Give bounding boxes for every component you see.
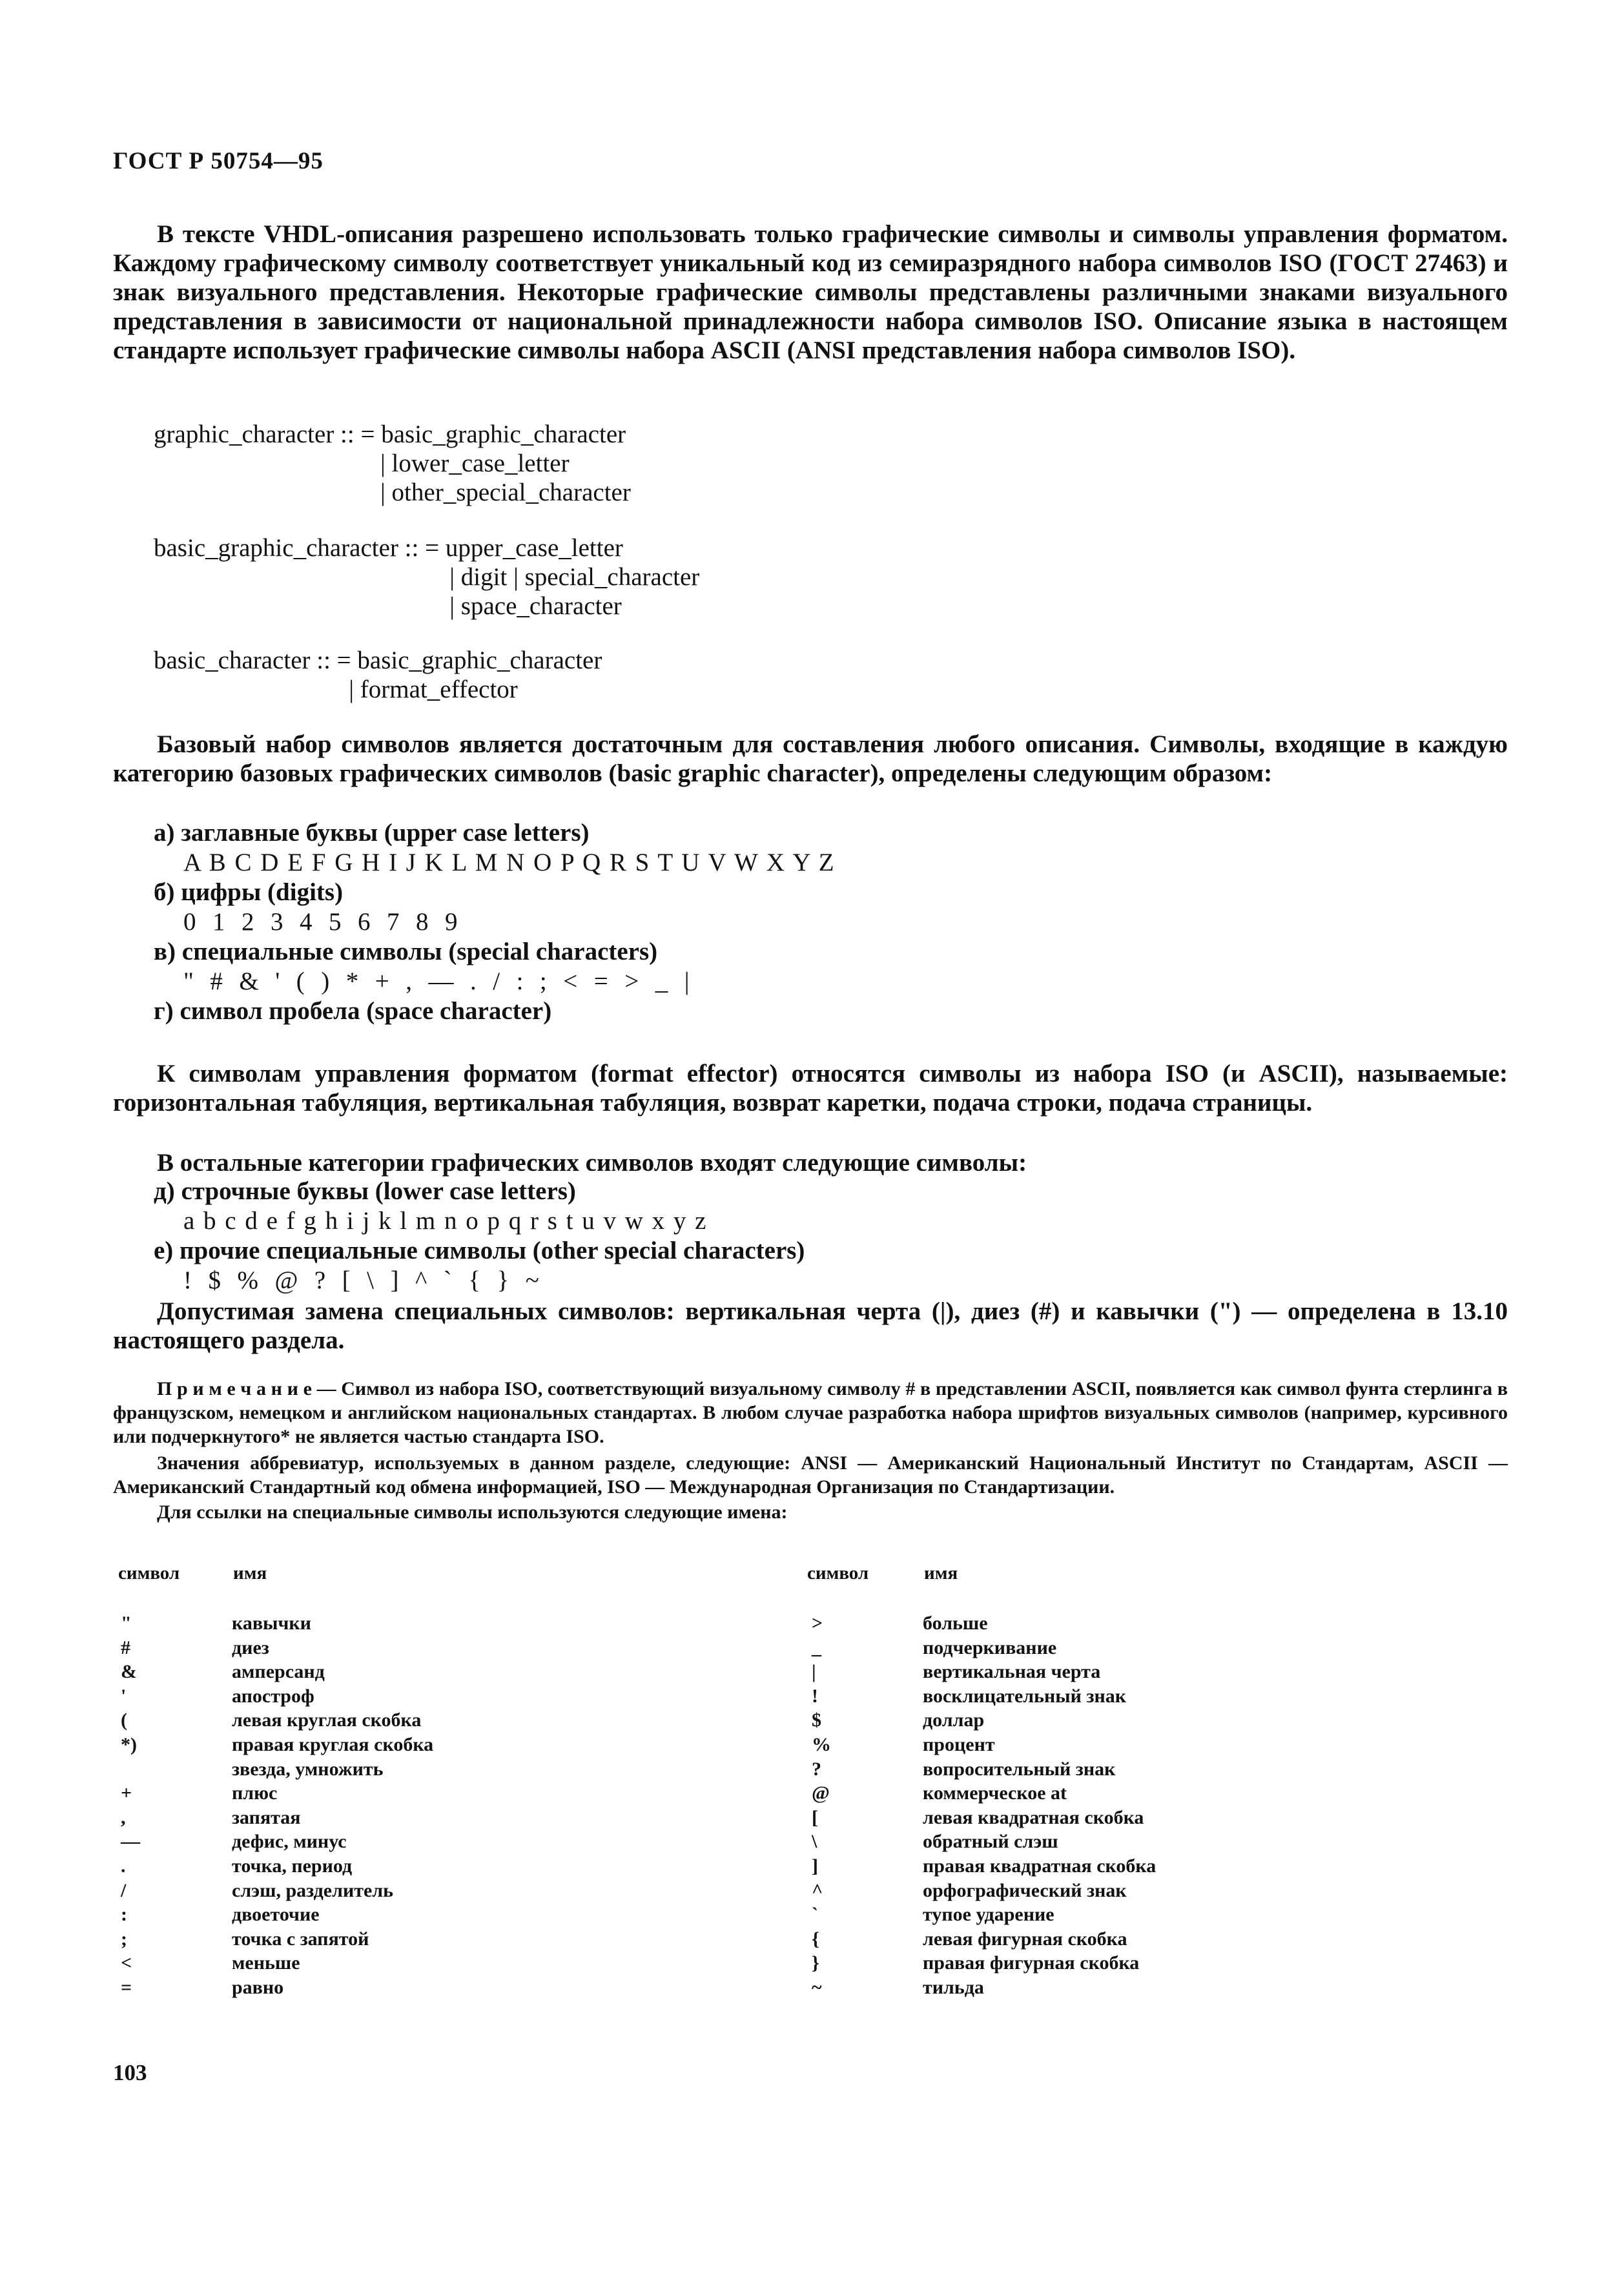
table-name-cell: восклицательный знак: [923, 1685, 1127, 1707]
table-row: [113, 1879, 759, 1903]
table-name-cell: вертикальная черта: [923, 1661, 1101, 1683]
table-row: [113, 1611, 759, 1636]
table-symbol-cell: .: [121, 1855, 126, 1877]
table-row: [113, 1927, 759, 1952]
table-row: [804, 1975, 1450, 2000]
note-paragraph: [113, 1377, 1508, 1449]
table-row: [804, 1660, 1450, 1684]
table-symbol-cell: —: [121, 1831, 140, 1853]
table-row: [804, 1927, 1450, 1952]
table-symbol-cell: ,: [121, 1806, 126, 1828]
grammar-line: | space_character: [154, 592, 622, 620]
note-text: — Символ из набора ISO, соответствующий визуальному символу # в представлении ASCII, появляется как символ фунта стерлинга в французском, немецком и английском национальных стандартах. В любом случае разработка набора шрифтов визуальных символов (например, курсивного или подчеркнутого* не является частью стандарта ISO.: [113, 1378, 1508, 1447]
table-symbol-cell: \: [812, 1831, 817, 1853]
table-name-cell: запятая: [232, 1806, 301, 1828]
table-header-name-right: имя: [924, 1563, 958, 1583]
table-row: [113, 1636, 759, 1660]
intro-paragraph: В тексте VHDL-описания разрешено использовать только графические символы и символы управления форматом. Каждому графическому символу соответствует уникальный код из семиразрядного набора символов ISO (ГОСТ 27463) и знак визуального представления. Некоторые графические символы представлены различными знаками визуального представления в зависимости от национальной принадлежности набора символов ISO. Описание языка в настоящем стандарте использует графические символы набора ASCII (ANSI представления набора символов ISO).: [113, 220, 1508, 364]
list-chars: A B C D E F G H I J K L M N O P Q R S T U V W X Y Z: [183, 849, 836, 876]
table-row: [113, 1903, 759, 1927]
table-name-cell: слэш, разделитель: [232, 1879, 393, 1901]
names-intro-paragraph: Для ссылки на специальные символы используются следующие имена:: [157, 1501, 788, 1523]
format-effector-paragraph: К символам управления форматом (format effector) относятся символы из набора ISO (и ASCII), называемые: горизонтальная табуляция, вертикальная табуляция, возврат каретки, подача строки, подача страницы.: [113, 1060, 1508, 1117]
table-row: [804, 1879, 1450, 1903]
table-row: [113, 1975, 759, 2000]
table-name-cell: левая фигурная скобка: [923, 1928, 1127, 1950]
table-name-cell: правая круглая скобка: [232, 1733, 434, 1755]
symbol-table-left: [113, 1611, 759, 2000]
table-name-cell: левая круглая скобка: [232, 1709, 422, 1731]
table-symbol-cell: |: [812, 1661, 816, 1683]
table-name-cell: звезда, умножить: [232, 1758, 384, 1780]
basic-categories-list: [154, 818, 836, 1026]
list-chars: " # & ' ( ) * + , — . / : ; < = > _ |: [183, 967, 691, 995]
table-symbol-cell: `: [812, 1904, 818, 1926]
table-name-cell: коммерческое at: [923, 1782, 1067, 1804]
table-symbol-cell: =: [121, 1976, 132, 1998]
table-symbol-cell: ]: [812, 1855, 818, 1877]
table-header-symbol-left: символ: [118, 1563, 180, 1583]
table-name-cell: плюс: [232, 1782, 278, 1804]
table-name-cell: диез: [232, 1636, 269, 1658]
table-symbol-cell: ~: [812, 1976, 822, 1998]
table-symbol-cell: <: [121, 1952, 132, 1974]
table-symbol-cell: /: [121, 1879, 127, 1901]
grammar-line: basic_graphic_character :: = upper_case_letter: [154, 534, 623, 562]
table-symbol-cell: (: [121, 1709, 127, 1731]
grammar-line: basic_character :: = basic_graphic_character: [154, 646, 602, 674]
page-header: ГОСТ Р 50754—95: [113, 148, 324, 174]
grammar-line: | format_effector: [154, 675, 518, 703]
table-name-cell: меньше: [232, 1952, 300, 1974]
table-row: [113, 1854, 759, 1879]
list-chars: ! $ % @ ? [ \ ] ^ ` { } ~: [183, 1266, 540, 1294]
table-symbol-cell: ": [121, 1613, 132, 1634]
table-name-cell: правая фигурная скобка: [923, 1952, 1140, 1974]
table-name-cell: амперсанд: [232, 1661, 325, 1683]
table-symbol-cell: &: [121, 1661, 137, 1683]
table-row: [113, 1951, 759, 1975]
list-item: д) строчные буквы (lower case letters): [154, 1177, 576, 1205]
table-name-cell: правая квадратная скобка: [923, 1855, 1156, 1877]
grammar-basic-graphic-character: [154, 533, 699, 621]
table-name-cell: процент: [923, 1733, 995, 1755]
table-symbol-cell: @: [812, 1782, 830, 1804]
table-name-cell: больше: [923, 1613, 988, 1634]
grammar-basic-character: [154, 646, 602, 704]
table-name-cell: дефис, минус: [232, 1831, 347, 1853]
table-row: [804, 1781, 1450, 1806]
table-name-cell: равно: [232, 1976, 284, 1998]
table-row: [804, 1636, 1450, 1660]
table-name-cell: двоеточие: [232, 1904, 320, 1926]
table-name-cell: вопросительный знак: [923, 1758, 1116, 1780]
table-name-cell: доллар: [923, 1709, 985, 1731]
table-symbol-cell: ^: [812, 1879, 823, 1901]
list-item: е) прочие специальные символы (other special characters): [154, 1237, 805, 1264]
table-row: [113, 1781, 759, 1806]
page-number: 103: [113, 2060, 147, 2085]
grammar-graphic-character: [154, 420, 631, 507]
grammar-line: | other_special_character: [154, 479, 631, 506]
table-name-cell: обратный слэш: [923, 1831, 1058, 1853]
list-chars: 0 1 2 3 4 5 6 7 8 9: [183, 908, 459, 936]
replacement-paragraph: Допустимая замена специальных символов: вертикальная черта (|), диез (#) и кавычки (") — определена в 13.10 настоящего раздела.: [113, 1297, 1508, 1354]
table-symbol-cell: {: [812, 1928, 819, 1950]
table-row: [804, 1757, 1450, 1782]
list-item: а) заглавные буквы (upper case letters): [154, 819, 590, 847]
table-symbol-cell: ;: [121, 1928, 127, 1950]
table-row: [804, 1830, 1450, 1854]
table-symbol-cell: [: [812, 1806, 818, 1828]
table-symbol-cell: ?: [812, 1758, 821, 1780]
note-label: П р и м е ч а н и е: [157, 1378, 312, 1399]
table-symbol-cell: #: [121, 1636, 130, 1658]
table-name-cell: тильда: [923, 1976, 984, 1998]
table-row: [804, 1951, 1450, 1975]
table-name-cell: тупое ударение: [923, 1904, 1054, 1926]
table-row: [804, 1611, 1450, 1636]
table-name-cell: точка с запятой: [232, 1928, 369, 1950]
grammar-line: graphic_character :: = basic_graphic_character: [154, 420, 626, 448]
table-row: [804, 1806, 1450, 1830]
table-symbol-cell: !: [812, 1685, 818, 1707]
table-symbol-cell: +: [121, 1782, 132, 1804]
table-row: [113, 1757, 759, 1782]
symbol-table-right: [804, 1611, 1450, 2000]
table-symbol-cell: :: [121, 1904, 127, 1926]
grammar-line: | lower_case_letter: [154, 449, 570, 477]
table-name-cell: подчеркивание: [923, 1636, 1057, 1658]
table-symbol-cell: *): [121, 1733, 137, 1755]
table-symbol-cell: ': [121, 1685, 127, 1707]
list-item: б) цифры (digits): [154, 878, 344, 906]
table-row: [113, 1660, 759, 1684]
table-name-cell: кавычки: [232, 1613, 311, 1634]
basic-set-paragraph: Базовый набор символов является достаточным для составления любого описания. Символы, входящие в каждую категорию базовых графических символов (basic graphic character), определены следующим образом:: [113, 730, 1508, 787]
table-row: [113, 1684, 759, 1709]
table-name-cell: апостроф: [232, 1685, 314, 1707]
table-symbol-cell: %: [812, 1733, 831, 1755]
table-row: [804, 1708, 1450, 1733]
table-row: [113, 1830, 759, 1854]
table-symbol-cell: $: [812, 1709, 821, 1731]
table-row: [113, 1733, 759, 1757]
table-name-cell: орфографический знак: [923, 1879, 1127, 1901]
abbreviations-paragraph: Значения аббревиатур, используемых в данном разделе, следующие: ANSI — Американский Национальный Институт по Стандартам, ASCII — Американский Стандартный код обмена информацией, ISO — Международная Организация по Стандартизации.: [113, 1452, 1508, 1498]
table-symbol-cell: }: [812, 1952, 819, 1974]
table-name-cell: левая квадратная скобка: [923, 1806, 1144, 1828]
table-header-symbol-right: символ: [807, 1563, 869, 1583]
list-item: в) специальные символы (special characters): [154, 938, 658, 965]
list-chars: a b c d e f g h i j k l m n o p q r s t u v w x y z: [183, 1207, 708, 1235]
other-categories-paragraph: В остальные категории графических символов входят следующие символы:: [157, 1149, 1027, 1177]
table-row: [804, 1684, 1450, 1709]
table-row: [804, 1903, 1450, 1927]
table-symbol-cell: _: [812, 1636, 821, 1658]
table-row: [113, 1708, 759, 1733]
table-symbol-cell: >: [812, 1613, 823, 1634]
list-item: г) символ пробела (space character): [154, 997, 552, 1025]
table-header-name-left: имя: [233, 1563, 267, 1583]
table-name-cell: точка, период: [232, 1855, 353, 1877]
grammar-line: | digit | special_character: [154, 563, 700, 591]
table-symbol-cell: [113, 1757, 232, 1782]
table-row: [804, 1733, 1450, 1757]
other-categories-list: [154, 1177, 805, 1295]
table-row: [113, 1806, 759, 1830]
table-row: [804, 1854, 1450, 1879]
